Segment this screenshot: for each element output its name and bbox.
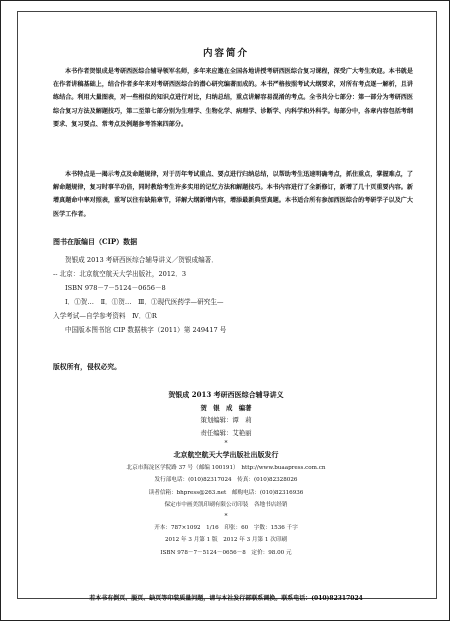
colophon-book-title: 贺银成 2013 考研西医综合辅导讲义 (168, 390, 284, 399)
cip-line: -- 北京：北京航空航天大学出版社，2012．3 (53, 270, 187, 278)
divider-star: * (224, 440, 228, 447)
colophon-address: 北京市海淀区学院路 37 号（邮编 100191） http://www.buaapress.com.cn (126, 464, 326, 471)
colophon-printer: 保定市中画美凯印刷有限公司印装 各地书店经销 (164, 502, 288, 508)
cip-header: 图书在版编目（CIP）数据 (53, 237, 138, 246)
colophon-email: 读者信箱：bhpress@263.net 邮购电话：(010)82316936 (148, 489, 304, 496)
divider-star: * (224, 512, 228, 520)
colophon-edition: 2012 年 3 月第 1 版 2012 年 3 月第 1 次印刷 (164, 537, 288, 543)
cip-line: Ⅰ．①贺… Ⅱ．①贺… Ⅲ．①现代医药学—研究生— (65, 298, 224, 306)
colophon-publisher: 北京航空航天大学出版社出版发行 (173, 450, 279, 459)
footer-notice: 若本书有倒页、脱页、缺页等印装质量问题，请与本社发行部联系调换。联系电话：(010)82317024 (89, 595, 363, 602)
cip-line: 贺银成 2013 考研西医综合辅导讲义／贺银成编著． (65, 256, 218, 264)
colophon-planning-editor: 策划编辑：谭 莉 (200, 416, 252, 424)
page-title: 内容简介 (202, 48, 249, 59)
intro-paragraph-1: 本书作者贺银成是考研西医综合辅导领军名师，多年来应邀在全国各地讲授考研西医综合复习课程，深受广大考生欢迎。本书就是在作者讲稿基础上，结合作者多年来对考研西医综合的潜心研究编著而成的。本书严格按照考试大纲要求，对所有考点逐一解析，且讲练结合。利用大量图表，对一些相似的知识点进行对比，归纳总结，重点讲解容易混淆的考点。全书共分七部分：第一部分为考研西医综合复习方法及解题技巧，第二至第七部分别为生理学、生物化学、病理学、诊断学、内科学和外科学。每部分中，各章内容包括考纲要求、复习要点、常考点及例题参考答案四部分。 (53, 68, 413, 128)
cip-line: 入学考试—自学参考资料 Ⅳ．①R (53, 312, 157, 320)
colophon-author: 贺 银 成 编著 (200, 403, 252, 412)
colophon (1, 389, 450, 559)
cip-block (53, 253, 413, 337)
colophon-isbn-price: ISBN 978－7－5124－0656－8 定价：98.00 元 (160, 549, 292, 556)
cip-line: 中国版本图书馆 CIP 数据核字（2011）第 249417 号 (65, 326, 227, 334)
rights-notice: 版权所有，侵权必究。 (53, 363, 121, 371)
colophon-phone: 发行部电话：(010)82317024 传真：(010)82328026 (154, 477, 298, 483)
colophon-responsible-editor: 责任编辑：艾艳丽 (200, 428, 252, 437)
intro-paragraph-2: 本书特点是一揭示考点及命题规律，对于历年考试重点、要点进行归纳总结，以帮助考生迅速明确考点，抓住重点，掌握难点，了解命题规律，复习时事半功倍，同时教给考生许多实用的记忆方法和解题技巧。本书内容进行了全新修订，新增了几十页重要内容。新增真题命中率对照表，重写以往有缺陷章节，详解大纲新增内容，增添最新典型真题。本书适合所有参加西医综合的考研学子以及广大医学工作者。 (53, 171, 413, 218)
colophon-specs: 开本：787×1092 1/16 印张：60 字数：1536 千字 (154, 524, 298, 531)
cip-line: ISBN 978－7－5124－0656－8 (65, 284, 166, 292)
